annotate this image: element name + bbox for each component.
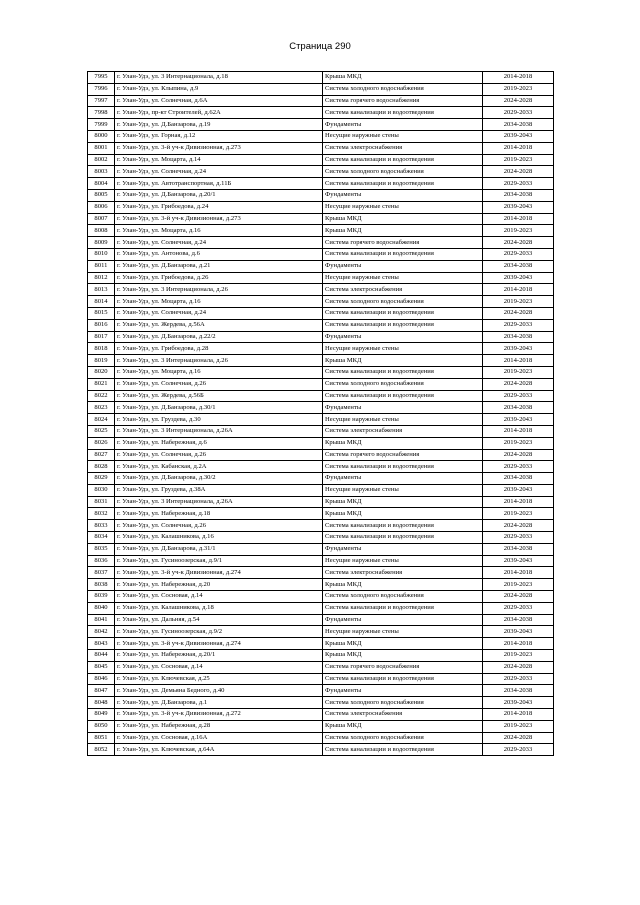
building-system-cell: Крыша МКД <box>323 508 483 520</box>
table-row <box>88 543 554 555</box>
address-cell: г. Улан-Удэ, ул. Солнечная, д.26 <box>115 449 323 461</box>
address-cell: г. Улан-Удэ, ул. 3 Интернационала, д.26А <box>115 425 323 437</box>
row-number-cell: 8023 <box>88 402 115 414</box>
building-system-cell: Система канализации и водоотведения <box>323 307 483 319</box>
building-system-cell: Система горячего водоснабжения <box>323 449 483 461</box>
table-row <box>88 437 554 449</box>
building-system-cell: Фундаменты <box>323 473 483 485</box>
repair-period-cell: 2024-2028 <box>483 307 554 319</box>
address-cell: г. Улан-Удэ, ул. Автотранспортная, д.11Б <box>115 178 323 190</box>
row-number-cell: 8014 <box>88 296 115 308</box>
row-number-cell: 8011 <box>88 260 115 272</box>
table-row <box>88 107 554 119</box>
address-cell: г. Улан-Удэ, ул. 3 Интернационала, д.26 <box>115 284 323 296</box>
row-number-cell: 8052 <box>88 744 115 756</box>
address-cell: г. Улан-Удэ, ул. 3 Интернационала, д.18 <box>115 72 323 84</box>
row-number-cell: 7995 <box>88 72 115 84</box>
repair-period-cell: 2019-2023 <box>483 366 554 378</box>
repair-period-cell: 2039-2043 <box>483 414 554 426</box>
row-number-cell: 7996 <box>88 83 115 95</box>
address-cell: г. Улан-Удэ, ул. Д.Банзарова, д.20/1 <box>115 189 323 201</box>
row-number-cell: 8021 <box>88 378 115 390</box>
building-system-cell: Система горячего водоснабжения <box>323 237 483 249</box>
row-number-cell: 8046 <box>88 673 115 685</box>
table-row <box>88 673 554 685</box>
address-cell: г. Улан-Удэ, ул. Кабанская, д.2А <box>115 461 323 473</box>
building-system-cell: Система холодного водоснабжения <box>323 378 483 390</box>
repair-period-cell: 2034-2038 <box>483 543 554 555</box>
repair-period-cell: 2039-2043 <box>483 272 554 284</box>
repair-period-cell: 2029-2033 <box>483 178 554 190</box>
repair-period-cell: 2019-2023 <box>483 437 554 449</box>
row-number-cell: 8040 <box>88 602 115 614</box>
building-system-cell: Система канализации и водоотведения <box>323 532 483 544</box>
building-system-cell: Система канализации и водоотведения <box>323 520 483 532</box>
repair-period-cell: 2014-2018 <box>483 638 554 650</box>
address-cell: г. Улан-Удэ, ул. Демьяна Бедного, д.40 <box>115 685 323 697</box>
register-table-body <box>88 72 554 756</box>
building-system-cell: Система канализации и водоотведения <box>323 390 483 402</box>
row-number-cell: 8030 <box>88 484 115 496</box>
address-cell: г. Улан-Удэ, ул. Д.Банзарова, д.30/2 <box>115 473 323 485</box>
row-number-cell: 8050 <box>88 720 115 732</box>
table-row <box>88 461 554 473</box>
table-row <box>88 142 554 154</box>
table-row <box>88 378 554 390</box>
building-system-cell: Несущие наружные стены <box>323 626 483 638</box>
table-row <box>88 685 554 697</box>
building-system-cell: Крыша МКД <box>323 72 483 84</box>
repair-period-cell: 2034-2038 <box>483 473 554 485</box>
table-row <box>88 284 554 296</box>
address-cell: г. Улан-Удэ, ул. Груздева, д.38А <box>115 484 323 496</box>
table-row <box>88 709 554 721</box>
row-number-cell: 7997 <box>88 95 115 107</box>
address-cell: г. Улан-Удэ, ул. 3-й уч-к Дивизионная, д.274 <box>115 567 323 579</box>
building-system-cell: Система канализации и водоотведения <box>323 602 483 614</box>
building-system-cell: Несущие наружные стены <box>323 414 483 426</box>
table-row <box>88 508 554 520</box>
register-table <box>87 71 554 756</box>
address-cell: г. Улан-Удэ, ул. Д.Банзарова, д.30/1 <box>115 402 323 414</box>
row-number-cell: 8049 <box>88 709 115 721</box>
address-cell: г. Улан-Удэ, ул. Ключевская, д.25 <box>115 673 323 685</box>
address-cell: г. Улан-Удэ, ул. 3-й уч-к Дивизионная, д.272 <box>115 709 323 721</box>
repair-period-cell: 2024-2028 <box>483 95 554 107</box>
address-cell: г. Улан-Удэ, ул. Калашникова, д.16 <box>115 532 323 544</box>
address-cell: г. Улан-Удэ, ул. Жердева, д.56А <box>115 319 323 331</box>
row-number-cell: 8033 <box>88 520 115 532</box>
repair-period-cell: 2029-2033 <box>483 461 554 473</box>
address-cell: г. Улан-Удэ, ул. Солнечная, д.26 <box>115 378 323 390</box>
building-system-cell: Крыша МКД <box>323 720 483 732</box>
address-cell: г. Улан-Удэ, ул. Набережная, д.6 <box>115 437 323 449</box>
building-system-cell: Система электроснабжения <box>323 142 483 154</box>
building-system-cell: Система канализации и водоотведения <box>323 154 483 166</box>
address-cell: г. Улан-Удэ, ул. 3 Интернационала, д.26А <box>115 496 323 508</box>
address-cell: г. Улан-Удэ, ул. Моцарта, д.16 <box>115 225 323 237</box>
building-system-cell: Система канализации и водоотведения <box>323 107 483 119</box>
table-row <box>88 201 554 213</box>
address-cell: г. Улан-Удэ, ул. Солнечная, д.26 <box>115 520 323 532</box>
address-cell: г. Улан-Удэ, ул. 3-й уч-к Дивизионная, д.273 <box>115 213 323 225</box>
table-row <box>88 130 554 142</box>
repair-period-cell: 2024-2028 <box>483 732 554 744</box>
repair-period-cell: 2034-2038 <box>483 119 554 131</box>
row-number-cell: 8045 <box>88 661 115 673</box>
table-row <box>88 189 554 201</box>
table-row <box>88 260 554 272</box>
building-system-cell: Система канализации и водоотведения <box>323 744 483 756</box>
repair-period-cell: 2024-2028 <box>483 378 554 390</box>
table-row <box>88 237 554 249</box>
repair-period-cell: 2019-2023 <box>483 154 554 166</box>
repair-period-cell: 2019-2023 <box>483 508 554 520</box>
row-number-cell: 7998 <box>88 107 115 119</box>
address-cell: г. Улан-Удэ, ул. Д.Банзарова, д.22/2 <box>115 331 323 343</box>
repair-period-cell: 2029-2033 <box>483 248 554 260</box>
address-cell: г. Улан-Удэ, ул. Моцарта, д.16 <box>115 366 323 378</box>
address-cell: г. Улан-Удэ, ул. Сосновая, д.14 <box>115 591 323 603</box>
building-system-cell: Система канализации и водоотведения <box>323 319 483 331</box>
repair-period-cell: 2039-2043 <box>483 697 554 709</box>
building-system-cell: Фундаменты <box>323 189 483 201</box>
row-number-cell: 8018 <box>88 343 115 355</box>
table-row <box>88 154 554 166</box>
table-row <box>88 720 554 732</box>
repair-period-cell: 2034-2038 <box>483 685 554 697</box>
repair-period-cell: 2024-2028 <box>483 661 554 673</box>
building-system-cell: Несущие наружные стены <box>323 201 483 213</box>
row-number-cell: 8024 <box>88 414 115 426</box>
table-row <box>88 532 554 544</box>
row-number-cell: 8000 <box>88 130 115 142</box>
address-cell: г. Улан-Удэ, ул. Сосновая, д.14 <box>115 661 323 673</box>
building-system-cell: Крыша МКД <box>323 579 483 591</box>
table-row <box>88 626 554 638</box>
row-number-cell: 8001 <box>88 142 115 154</box>
row-number-cell: 8013 <box>88 284 115 296</box>
row-number-cell: 8031 <box>88 496 115 508</box>
row-number-cell: 8010 <box>88 248 115 260</box>
address-cell: г. Улан-Удэ, ул. Солнечная, д.6А <box>115 95 323 107</box>
table-row <box>88 579 554 591</box>
building-system-cell: Система горячего водоснабжения <box>323 661 483 673</box>
repair-period-cell: 2019-2023 <box>483 296 554 308</box>
page-header: Страница 290 <box>289 41 351 52</box>
row-number-cell: 7999 <box>88 119 115 131</box>
repair-period-cell: 2034-2038 <box>483 402 554 414</box>
row-number-cell: 8019 <box>88 355 115 367</box>
building-system-cell: Система электроснабжения <box>323 709 483 721</box>
row-number-cell: 8038 <box>88 579 115 591</box>
row-number-cell: 8027 <box>88 449 115 461</box>
building-system-cell: Несущие наружные стены <box>323 555 483 567</box>
row-number-cell: 8003 <box>88 166 115 178</box>
building-system-cell: Система канализации и водоотведения <box>323 673 483 685</box>
address-cell: г. Улан-Удэ, ул. Гусиноозерская, д.9/2 <box>115 626 323 638</box>
address-cell: г. Улан-Удэ, ул. Д.Банзарова, д.1 <box>115 697 323 709</box>
repair-period-cell: 2024-2028 <box>483 166 554 178</box>
row-number-cell: 8009 <box>88 237 115 249</box>
repair-period-cell: 2014-2018 <box>483 284 554 296</box>
row-number-cell: 8008 <box>88 225 115 237</box>
row-number-cell: 8005 <box>88 189 115 201</box>
repair-period-cell: 2014-2018 <box>483 142 554 154</box>
building-system-cell: Система холодного водоснабжения <box>323 732 483 744</box>
row-number-cell: 8029 <box>88 473 115 485</box>
table-row <box>88 614 554 626</box>
address-cell: г. Улан-Удэ, ул. Грибоедова, д.24 <box>115 201 323 213</box>
row-number-cell: 8004 <box>88 178 115 190</box>
repair-period-cell: 2014-2018 <box>483 709 554 721</box>
table-row <box>88 449 554 461</box>
table-row <box>88 319 554 331</box>
address-cell: г. Улан-Удэ, ул. Д.Банзарова, д.19 <box>115 119 323 131</box>
address-cell: г. Улан-Удэ, ул. Солнечная, д.24 <box>115 237 323 249</box>
repair-period-cell: 2019-2023 <box>483 225 554 237</box>
table-row <box>88 697 554 709</box>
repair-period-cell: 2024-2028 <box>483 591 554 603</box>
address-cell: г. Улан-Удэ, ул. Солнечная, д.24 <box>115 166 323 178</box>
building-system-cell: Крыша МКД <box>323 638 483 650</box>
table-row <box>88 425 554 437</box>
address-cell: г. Улан-Удэ, ул. 3-й уч-к Дивизионная, д.274 <box>115 638 323 650</box>
address-cell: г. Улан-Удэ, ул. Ключевская, д.64А <box>115 744 323 756</box>
building-system-cell: Система холодного водоснабжения <box>323 166 483 178</box>
table-row <box>88 414 554 426</box>
building-system-cell: Фундаменты <box>323 614 483 626</box>
row-number-cell: 8026 <box>88 437 115 449</box>
repair-period-cell: 2029-2033 <box>483 107 554 119</box>
row-number-cell: 8043 <box>88 638 115 650</box>
building-system-cell: Крыша МКД <box>323 650 483 662</box>
repair-period-cell: 2014-2018 <box>483 425 554 437</box>
repair-period-cell: 2039-2043 <box>483 130 554 142</box>
row-number-cell: 8032 <box>88 508 115 520</box>
row-number-cell: 8051 <box>88 732 115 744</box>
repair-period-cell: 2034-2038 <box>483 189 554 201</box>
building-system-cell: Фундаменты <box>323 543 483 555</box>
table-row <box>88 520 554 532</box>
building-system-cell: Система электроснабжения <box>323 567 483 579</box>
building-system-cell: Система горячего водоснабжения <box>323 95 483 107</box>
table-row <box>88 390 554 402</box>
table-row <box>88 248 554 260</box>
table-row <box>88 744 554 756</box>
repair-period-cell: 2029-2033 <box>483 532 554 544</box>
table-row <box>88 119 554 131</box>
repair-period-cell: 2029-2033 <box>483 602 554 614</box>
table-row <box>88 83 554 95</box>
address-cell: г. Улан-Удэ, ул. Набережная, д.28 <box>115 720 323 732</box>
table-row <box>88 296 554 308</box>
table-row <box>88 591 554 603</box>
building-system-cell: Несущие наружные стены <box>323 272 483 284</box>
row-number-cell: 8034 <box>88 532 115 544</box>
table-row <box>88 638 554 650</box>
address-cell: г. Улан-Удэ, ул. Моцарта, д.16 <box>115 296 323 308</box>
building-system-cell: Система холодного водоснабжения <box>323 697 483 709</box>
repair-period-cell: 2039-2043 <box>483 343 554 355</box>
row-number-cell: 8047 <box>88 685 115 697</box>
address-cell: г. Улан-Удэ, ул. Горная, д.12 <box>115 130 323 142</box>
repair-period-cell: 2029-2033 <box>483 319 554 331</box>
table-row <box>88 732 554 744</box>
table-row <box>88 567 554 579</box>
repair-period-cell: 2029-2033 <box>483 744 554 756</box>
table-row <box>88 213 554 225</box>
table-row <box>88 343 554 355</box>
address-cell: г. Улан-Удэ, ул. Сосновая, д.16А <box>115 732 323 744</box>
address-cell: г. Улан-Удэ, ул. Набережная, д.20/1 <box>115 650 323 662</box>
building-system-cell: Крыша МКД <box>323 225 483 237</box>
address-cell: г. Улан-Удэ, ул. Антонова, д.6 <box>115 248 323 260</box>
repair-period-cell: 2024-2028 <box>483 520 554 532</box>
row-number-cell: 8007 <box>88 213 115 225</box>
building-system-cell: Несущие наружные стены <box>323 130 483 142</box>
row-number-cell: 8006 <box>88 201 115 213</box>
building-system-cell: Фундаменты <box>323 402 483 414</box>
repair-period-cell: 2039-2043 <box>483 201 554 213</box>
row-number-cell: 8025 <box>88 425 115 437</box>
row-number-cell: 8035 <box>88 543 115 555</box>
row-number-cell: 8015 <box>88 307 115 319</box>
table-row <box>88 307 554 319</box>
table-row <box>88 95 554 107</box>
table-row <box>88 602 554 614</box>
address-cell: г. Улан-Удэ, ул. Д.Банзарова, д.31/1 <box>115 543 323 555</box>
building-system-cell: Система канализации и водоотведения <box>323 178 483 190</box>
row-number-cell: 8042 <box>88 626 115 638</box>
table-row <box>88 331 554 343</box>
address-cell: г. Улан-Удэ, ул. 3 Интернационала, д.26 <box>115 355 323 367</box>
repair-period-cell: 2034-2038 <box>483 260 554 272</box>
building-system-cell: Фундаменты <box>323 331 483 343</box>
building-system-cell: Система канализации и водоотведения <box>323 248 483 260</box>
row-number-cell: 8036 <box>88 555 115 567</box>
row-number-cell: 8002 <box>88 154 115 166</box>
building-system-cell: Система канализации и водоотведения <box>323 366 483 378</box>
repair-period-cell: 2034-2038 <box>483 331 554 343</box>
row-number-cell: 8017 <box>88 331 115 343</box>
table-row <box>88 355 554 367</box>
address-cell: г. Улан-Удэ, ул. Калашникова, д.18 <box>115 602 323 614</box>
address-cell: г. Улан-Удэ, ул. Д.Банзарова, д.21 <box>115 260 323 272</box>
address-cell: г. Улан-Удэ, ул. Моцарта, д.14 <box>115 154 323 166</box>
table-row <box>88 661 554 673</box>
row-number-cell: 8037 <box>88 567 115 579</box>
row-number-cell: 8039 <box>88 591 115 603</box>
building-system-cell: Фундаменты <box>323 119 483 131</box>
address-cell: г. Улан-Удэ, ул. Гусиноозерская, д.9/1 <box>115 555 323 567</box>
row-number-cell: 8041 <box>88 614 115 626</box>
table-row <box>88 555 554 567</box>
building-system-cell: Несущие наружные стены <box>323 343 483 355</box>
repair-period-cell: 2024-2028 <box>483 449 554 461</box>
row-number-cell: 8048 <box>88 697 115 709</box>
table-row <box>88 178 554 190</box>
row-number-cell: 8012 <box>88 272 115 284</box>
repair-period-cell: 2039-2043 <box>483 555 554 567</box>
building-system-cell: Фундаменты <box>323 685 483 697</box>
building-system-cell: Крыша МКД <box>323 437 483 449</box>
table-row <box>88 72 554 84</box>
building-system-cell: Система холодного водоснабжения <box>323 296 483 308</box>
repair-period-cell: 2014-2018 <box>483 496 554 508</box>
repair-period-cell: 2014-2018 <box>483 213 554 225</box>
table-row <box>88 402 554 414</box>
building-system-cell: Фундаменты <box>323 260 483 272</box>
repair-period-cell: 2014-2018 <box>483 567 554 579</box>
table-row <box>88 366 554 378</box>
repair-period-cell: 2014-2018 <box>483 72 554 84</box>
repair-period-cell: 2034-2038 <box>483 614 554 626</box>
building-system-cell: Система холодного водоснабжения <box>323 591 483 603</box>
building-system-cell: Несущие наружные стены <box>323 484 483 496</box>
row-number-cell: 8020 <box>88 366 115 378</box>
table-row <box>88 496 554 508</box>
repair-period-cell: 2029-2033 <box>483 673 554 685</box>
address-cell: г. Улан-Удэ, ул. Клыпина, д.9 <box>115 83 323 95</box>
repair-period-cell: 2019-2023 <box>483 83 554 95</box>
address-cell: г. Улан-Удэ, ул. Жердева, д.56Б <box>115 390 323 402</box>
table-row <box>88 484 554 496</box>
building-system-cell: Система электроснабжения <box>323 284 483 296</box>
repair-period-cell: 2019-2023 <box>483 720 554 732</box>
repair-period-cell: 2039-2043 <box>483 484 554 496</box>
address-cell: г. Улан-Удэ, ул. Солнечная, д.24 <box>115 307 323 319</box>
building-system-cell: Крыша МКД <box>323 355 483 367</box>
row-number-cell: 8028 <box>88 461 115 473</box>
address-cell: г. Улан-Удэ, ул. Грибоедова, д.28 <box>115 343 323 355</box>
repair-period-cell: 2024-2028 <box>483 237 554 249</box>
address-cell: г. Улан-Удэ, ул. 3-й уч-к Дивизионная, д.273 <box>115 142 323 154</box>
table-row <box>88 473 554 485</box>
table-row <box>88 272 554 284</box>
row-number-cell: 8044 <box>88 650 115 662</box>
address-cell: г. Улан-Удэ, ул. Дальняя, д.54 <box>115 614 323 626</box>
table-row <box>88 166 554 178</box>
building-system-cell: Система электроснабжения <box>323 425 483 437</box>
repair-period-cell: 2019-2023 <box>483 579 554 591</box>
address-cell: г. Улан-Удэ, ул. Набережная, д.18 <box>115 508 323 520</box>
repair-period-cell: 2019-2023 <box>483 650 554 662</box>
repair-period-cell: 2014-2018 <box>483 355 554 367</box>
building-system-cell: Крыша МКД <box>323 213 483 225</box>
row-number-cell: 8016 <box>88 319 115 331</box>
row-number-cell: 8022 <box>88 390 115 402</box>
address-cell: г. Улан-Удэ, пр-кт Строителей, д.62А <box>115 107 323 119</box>
address-cell: г. Улан-Удэ, ул. Набережная, д.20 <box>115 579 323 591</box>
address-cell: г. Улан-Удэ, ул. Грибоедова, д.26 <box>115 272 323 284</box>
building-system-cell: Крыша МКД <box>323 496 483 508</box>
repair-period-cell: 2039-2043 <box>483 626 554 638</box>
building-system-cell: Система канализации и водоотведения <box>323 461 483 473</box>
table-row <box>88 225 554 237</box>
table-row <box>88 650 554 662</box>
address-cell: г. Улан-Удэ, ул. Груздева, д.30 <box>115 414 323 426</box>
building-system-cell: Система холодного водоснабжения <box>323 83 483 95</box>
repair-period-cell: 2029-2033 <box>483 390 554 402</box>
